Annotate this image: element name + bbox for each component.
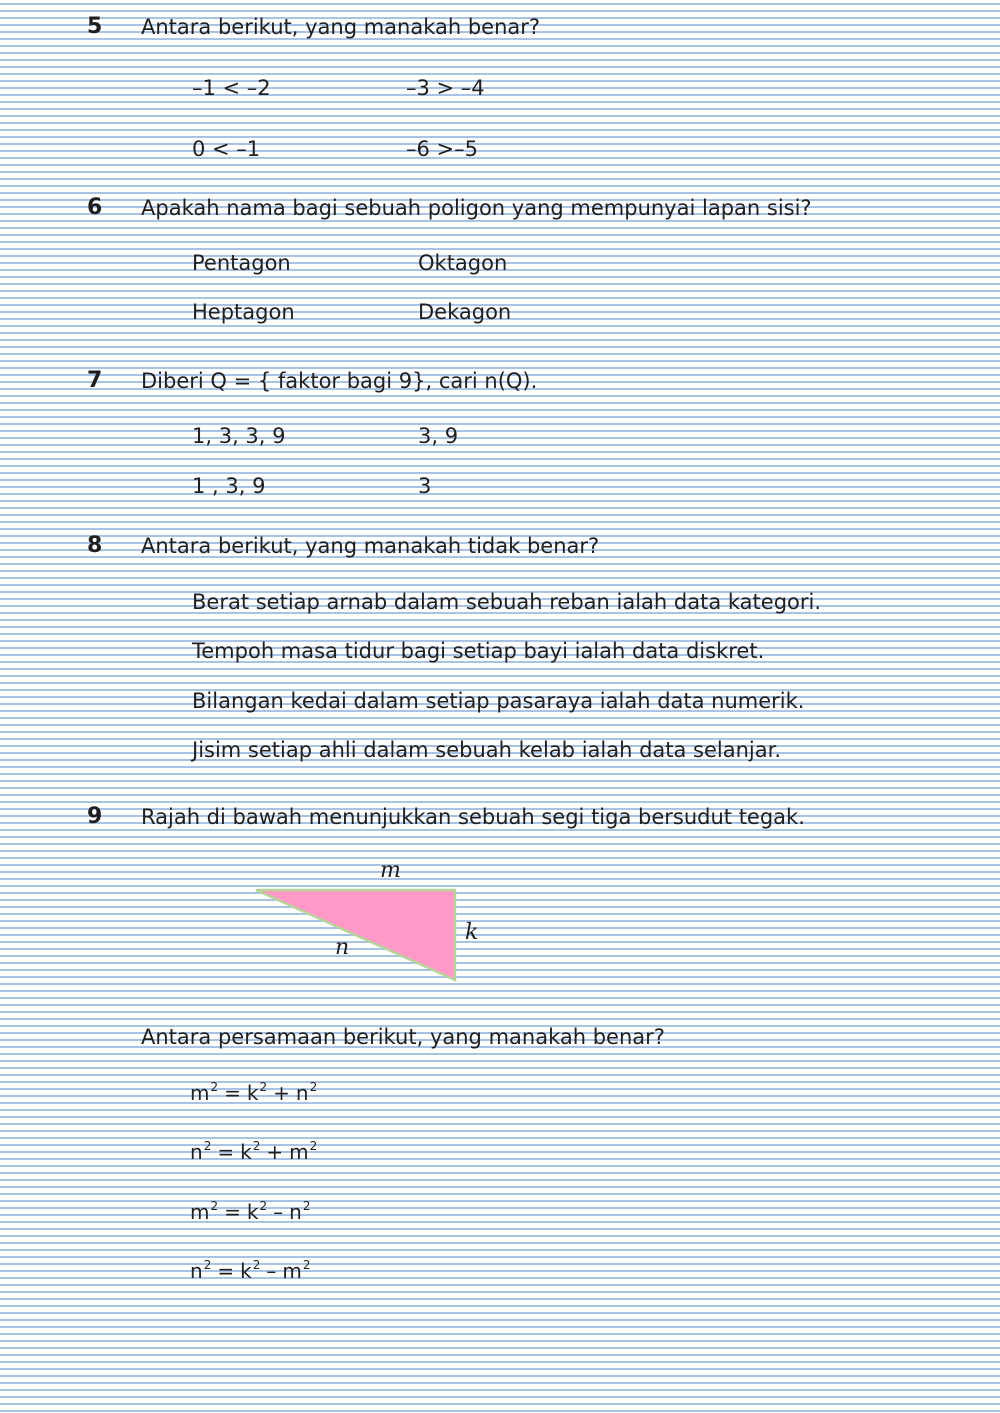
equation-option[interactable]: $n^2 = k^2 - m^2$	[190, 1258, 311, 1283]
question-number: 9	[87, 804, 103, 829]
question-text: Apakah nama bagi sebuah poligon yang mempunyai lapan sisi?	[141, 196, 812, 220]
answer-option[interactable]: Heptagon	[192, 300, 295, 324]
answer-option[interactable]: Oktagon	[418, 251, 508, 275]
answer-option[interactable]: –1 < –2	[192, 76, 271, 100]
question-text: Diberi Q = { faktor bagi 9}, cari n(Q).	[141, 369, 538, 393]
question-number: 6	[87, 195, 103, 220]
answer-option[interactable]: 0 < –1	[192, 137, 261, 161]
answer-option[interactable]: 3, 9	[418, 424, 459, 448]
answer-option[interactable]: 1, 3, 3, 9	[192, 424, 286, 448]
question-text: Rajah di bawah menunjukkan sebuah segi tiga bersudut tegak.	[141, 805, 805, 829]
equation-option[interactable]: $n^2 = k^2 + m^2$	[190, 1139, 318, 1164]
question-text: Antara berikut, yang manakah benar?	[141, 15, 541, 39]
label-m: m	[380, 858, 401, 883]
answer-option[interactable]: Bilangan kedai dalam setiap pasaraya ialah data numerik.	[192, 689, 805, 713]
equation-option[interactable]: $m^2 = k^2 - n^2$	[190, 1199, 311, 1224]
answer-option[interactable]: Dekagon	[418, 300, 512, 324]
question-number: 8	[87, 533, 103, 558]
subquestion-text: Antara persamaan berikut, yang manakah benar?	[141, 1025, 665, 1049]
answer-option[interactable]: –3 > –4	[406, 76, 485, 100]
question-number: 7	[87, 368, 103, 393]
question-number: 5	[87, 14, 103, 39]
answer-option[interactable]: 1 , 3, 9	[192, 474, 266, 498]
answer-option[interactable]: 3	[418, 474, 432, 498]
right-triangle-diagram	[250, 880, 470, 990]
answer-option[interactable]: Tempoh masa tidur bagi setiap bayi ialah data diskret.	[192, 639, 765, 663]
answer-option[interactable]: –6 >–5	[406, 137, 478, 161]
equation-option[interactable]: $m^2 = k^2 + n^2$	[190, 1080, 318, 1105]
answer-option[interactable]: Pentagon	[192, 251, 291, 275]
answer-option[interactable]: Berat setiap arnab dalam sebuah reban ialah data kategori.	[192, 590, 822, 614]
label-n: n	[335, 935, 350, 960]
question-text: Antara berikut, yang manakah tidak benar?	[141, 534, 600, 558]
answer-option[interactable]: Jisim setiap ahli dalam sebuah kelab ialah data selanjar.	[192, 738, 782, 762]
label-k: k	[465, 920, 479, 945]
triangle-shape	[256, 890, 455, 980]
